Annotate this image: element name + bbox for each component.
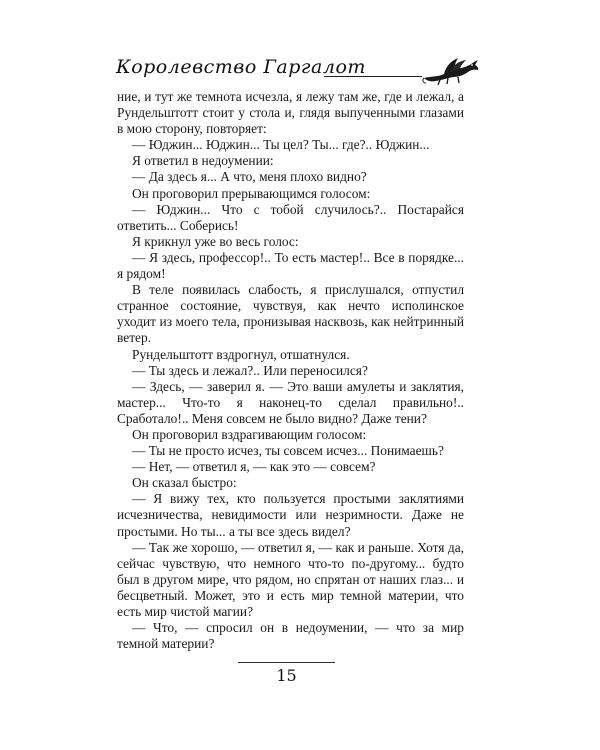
paragraph: — Нет, — ответил я, — как это — совсем? xyxy=(132,459,376,475)
paragraph: — Я здесь, профессор!.. То есть мастер!.. Все в порядке... я рядом! xyxy=(117,249,464,282)
paragraph: — Ты здесь и лежал?.. Или переносился? xyxy=(132,362,368,378)
paragraph: — Я вижу тех, кто пользуется простыми заклятиями исчезничества, невидимости или незримности. Даже не простыми. Но ты... а ты все здесь видел? xyxy=(117,491,464,539)
running-header xyxy=(116,56,476,90)
paragraph: Он сказал быстро: xyxy=(132,475,237,491)
paragraph: — Так же хорошо, — ответил я, — как и раньше. Хотя да, сейчас чувствую, что немного что-то по-другому... будто был в другом мире, что рядом, но спрятан от наших глаз... и бесцветный. Может, это и есть мир темной материи, что есть мир чистой магии? xyxy=(117,539,464,619)
paragraph: — Что, — спросил он в недоумении, — что за мир темной материи? xyxy=(117,620,464,652)
paragraph: — Юджин... Юджин... Ты цел? Ты... где?.. Юджин... xyxy=(132,137,430,153)
dragon-icon xyxy=(422,56,480,86)
paragraph: — Юджин... Что с тобой случилось?.. Постарайся ответить... Соберись! xyxy=(117,201,464,233)
paragraph: — Ты не просто исчез, ты совсем исчез... Понимаешь? xyxy=(132,443,444,459)
paragraph: Я крикнул уже во весь голос: xyxy=(132,233,299,249)
paragraph: Рундельштотт вздрогнул, отшатнулся. xyxy=(132,346,350,362)
paragraph: Он проговорил прерывающимся голосом: xyxy=(132,185,371,201)
paragraph: — Да здесь я... А что, меня плохо видно? xyxy=(132,169,367,185)
page-number: 15 xyxy=(276,666,297,685)
running-title: Королевство Гаргалот xyxy=(116,56,366,78)
footer-rule xyxy=(238,662,335,663)
body-text xyxy=(117,89,464,652)
paragraph: Он проговорил вздрагивающим голосом: xyxy=(132,426,367,442)
paragraph: — Здесь, — заверил я. — Это ваши амулеты и заклятия, мастер... Что-то я наконец-то сделал правильно!.. Сработало!.. Меня совсем не было видно? Даже тени? xyxy=(117,378,464,426)
paragraph: Я ответил в недоумении: xyxy=(132,153,274,169)
header-rule xyxy=(324,76,422,77)
paragraph: В теле появилась слабость, я прислушался, отпустил странное состояние, чувствуя, как нечто исполинское уходит из моего тела, пронизывая насквозь, как нейтринный ветер. xyxy=(117,282,464,346)
paragraph: ние, и тут же темнота исчезла, я лежу там же, где и лежал, а Рундельштотт стоит у стола и, глядя выпученными глазами в мою сторону, повторяет: xyxy=(117,89,464,137)
